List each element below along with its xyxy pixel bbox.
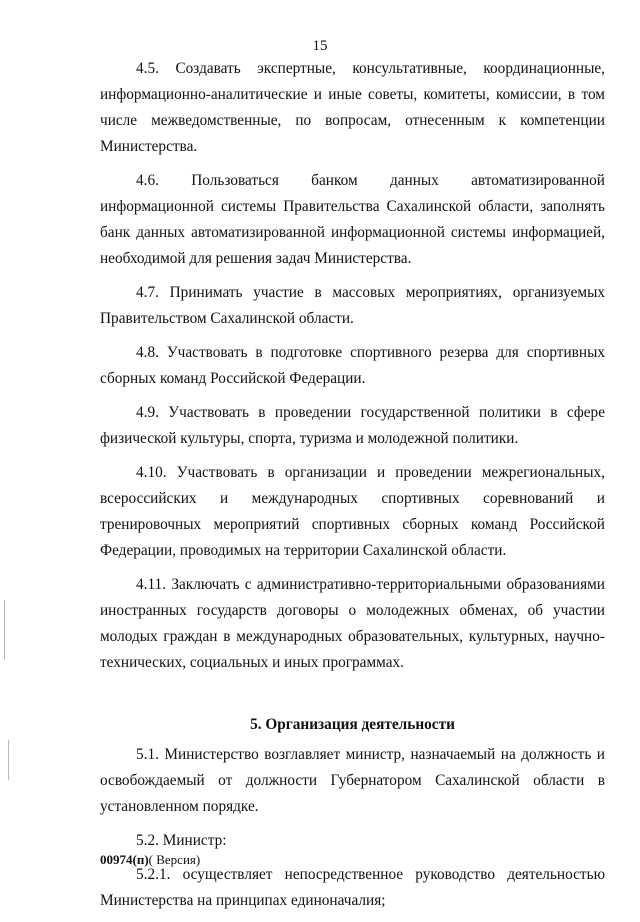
paragraph-5-2: 5.2. Министр:	[136, 832, 227, 849]
paragraph-4-6: 4.6. Пользоваться банком данных автоматизированной информационной системы Правительства Сахалинской области, заполнять банк данных автоматизированной информационной системы информацией, необходимой для решения задач Министерства.	[100, 172, 605, 267]
scan-artifact	[4, 600, 5, 660]
page-number: 15	[312, 38, 328, 54]
paragraph-4-10: 4.10. Участвовать в организации и проведении межрегиональных, всероссийских и международных спортивных соревнований и тренировочных мероприятий спортивных сборных команд Российской Федерации, проводимых на территории Сахалинской области.	[100, 464, 605, 559]
section-heading: 5. Организация деятельности	[250, 716, 455, 733]
scan-artifact	[8, 740, 9, 780]
paragraph-4-5: 4.5. Создавать экспертные, консультативные, координационные, информационно-аналитические и иные советы, комитеты, комиссии, в том числе межведомственные, по вопросам, отнесенным к компетенции Министерства.	[100, 60, 605, 155]
paragraph-4-7: 4.7. Принимать участие в массовых мероприятиях, организуемых Правительством Сахалинской области.	[100, 284, 605, 327]
paragraph-4-9: 4.9. Участвовать в проведении государственной политики в сфере физической культуры, спорта, туризма и молодежной политики.	[100, 404, 605, 447]
footer-version: ( Версия)	[148, 852, 201, 867]
document-footer	[100, 852, 200, 868]
paragraph-5-1: 5.1. Министерство возглавляет министр, назначаемый на должность и освобождаемый от должности Губернатором Сахалинской области в установленном порядке.	[100, 746, 605, 815]
paragraph-4-8: 4.8. Участвовать в подготовке спортивного резерва для спортивных сборных команд Российской Федерации.	[100, 344, 605, 387]
paragraph-5-2-1: 5.2.1. осуществляет непосредственное руководство деятельностью Министерства на принципах единоначалия;	[100, 866, 605, 909]
document-body	[100, 56, 605, 922]
footer-code: 00974(п)	[100, 852, 149, 867]
paragraph-4-11: 4.11. Заключать с административно-территориальными образованиями иностранных государств договоры о молодежных обменах, об участии молодых граждан в международных образовательных, культурных, научно-технических, социальных и иных программах.	[100, 576, 605, 671]
